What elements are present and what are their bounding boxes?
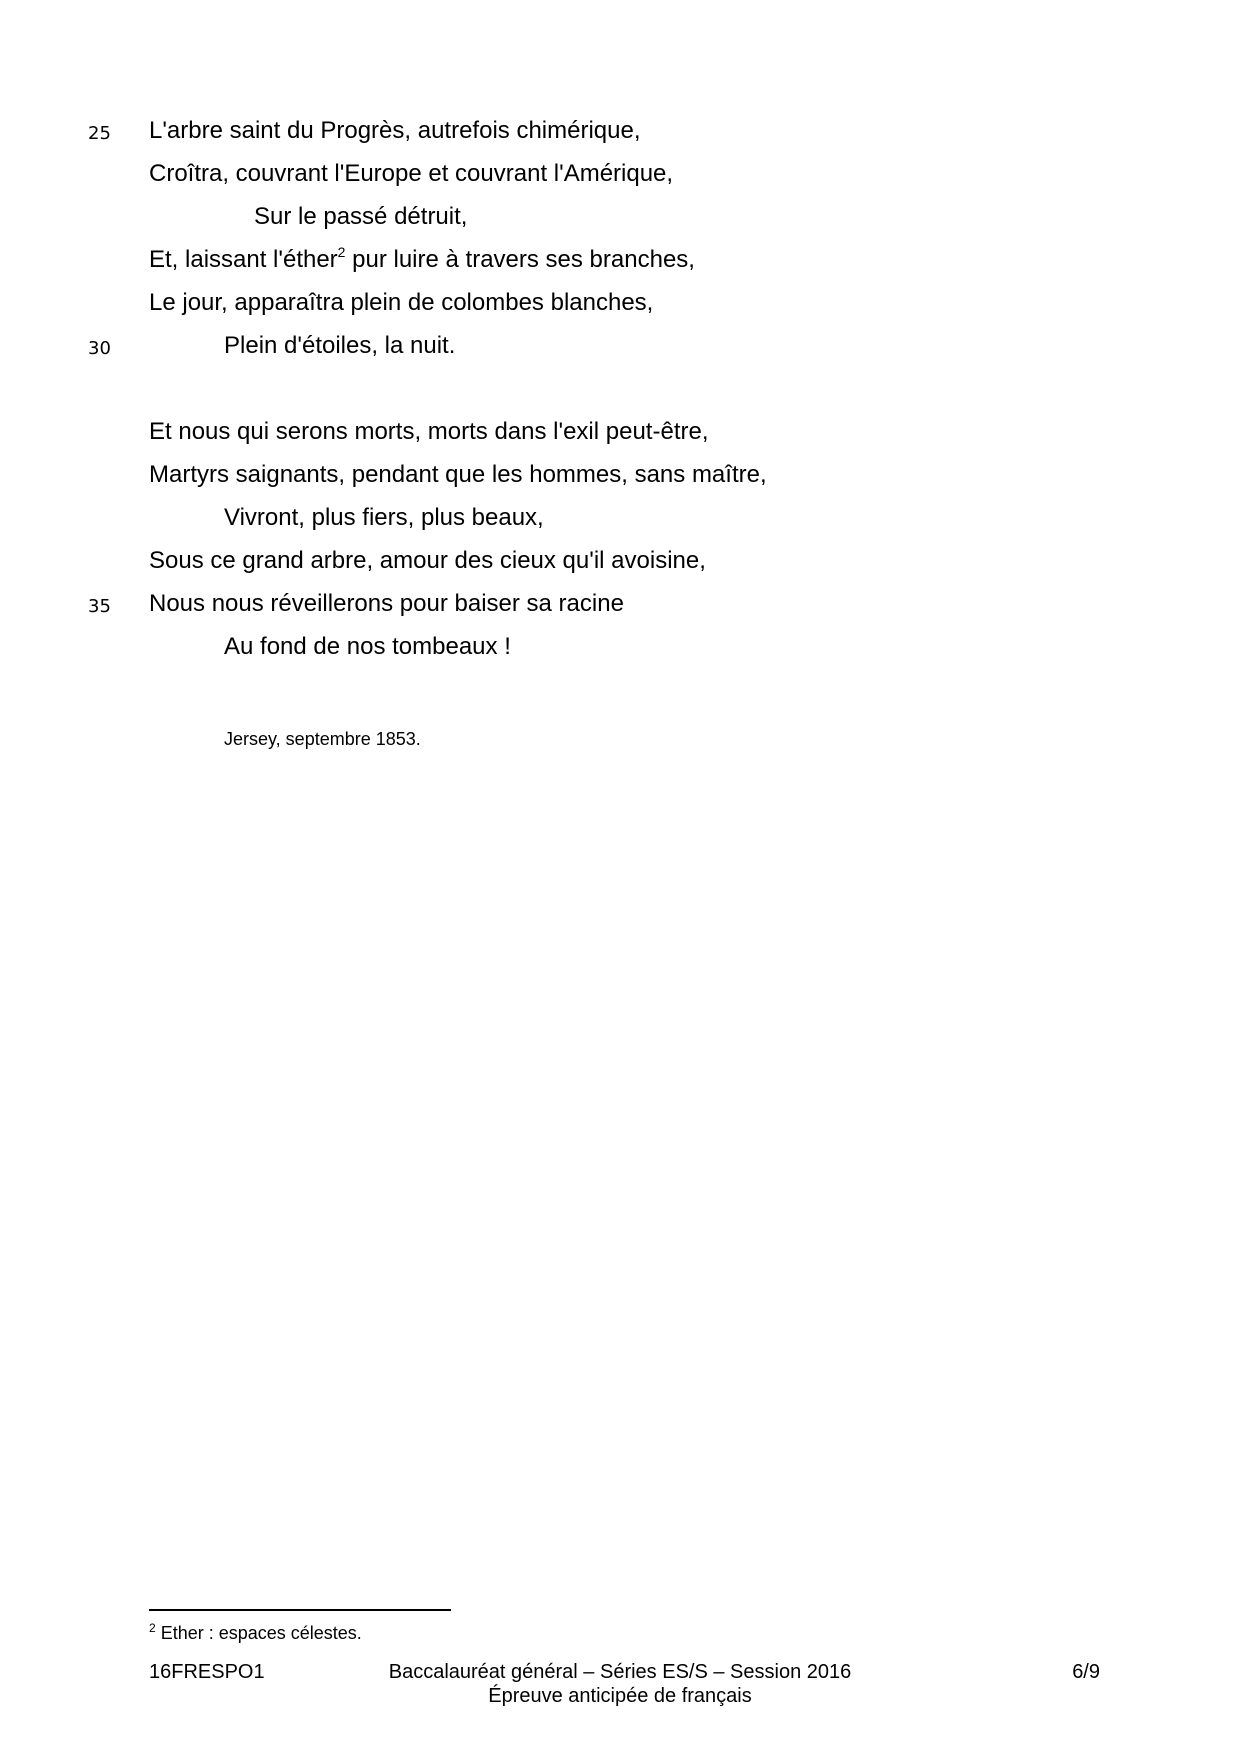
poem-dateline: Jersey, septembre 1853. — [224, 729, 421, 749]
verse-line-27: Sur le passé détruit, — [254, 203, 468, 230]
line-number-30: 30 — [88, 338, 111, 359]
verse-line-31: Et nous qui serons morts, morts dans l'exil peut-être, — [149, 418, 709, 445]
footnote-separator — [149, 1609, 451, 1611]
footer-exam-code: 16FRESPO1 — [149, 1661, 265, 1683]
verse-line-28-end: pur luire à travers ses branches, — [345, 246, 695, 273]
verse-line-33: Vivront, plus fiers, plus beaux, — [224, 504, 544, 531]
footer-exam-title — [360, 1660, 880, 1708]
line-number-35: 35 — [88, 596, 111, 617]
verse-line-32: Martyrs saignants, pendant que les hommes, sans maître, — [149, 461, 767, 488]
footnote-text: Ether : espaces célestes. — [155, 1623, 362, 1643]
verse-line-25: L'arbre saint du Progrès, autrefois chimérique, — [149, 117, 641, 144]
footnote-marker: 2 — [149, 1621, 156, 1635]
line-number-25: 25 — [88, 123, 111, 144]
footer-exam-title-line1: Baccalauréat général – Séries ES/S – Session 2016 — [388, 1661, 852, 1683]
verse-line-36: Au fond de nos tombeaux ! — [224, 633, 511, 660]
verse-line-28-start: Et, laissant l'éther — [149, 246, 338, 273]
footnote-reference: 2 — [337, 244, 346, 260]
verse-line-29: Le jour, apparaîtra plein de colombes blanches, — [149, 289, 654, 316]
verse-line-34: Sous ce grand arbre, amour des cieux qu'il avoisine, — [149, 547, 706, 574]
verse-line-28 — [149, 246, 695, 274]
footer-page-number: 6/9 — [1072, 1661, 1100, 1683]
footer-exam-title-line2: Épreuve anticipée de français — [488, 1685, 752, 1707]
footnote — [149, 1622, 362, 1644]
verse-line-30: Plein d'étoiles, la nuit. — [224, 332, 456, 359]
verse-line-26: Croîtra, couvrant l'Europe et couvrant l'Amérique, — [149, 160, 674, 187]
verse-line-35: Nous nous réveillerons pour baiser sa racine — [149, 590, 624, 617]
